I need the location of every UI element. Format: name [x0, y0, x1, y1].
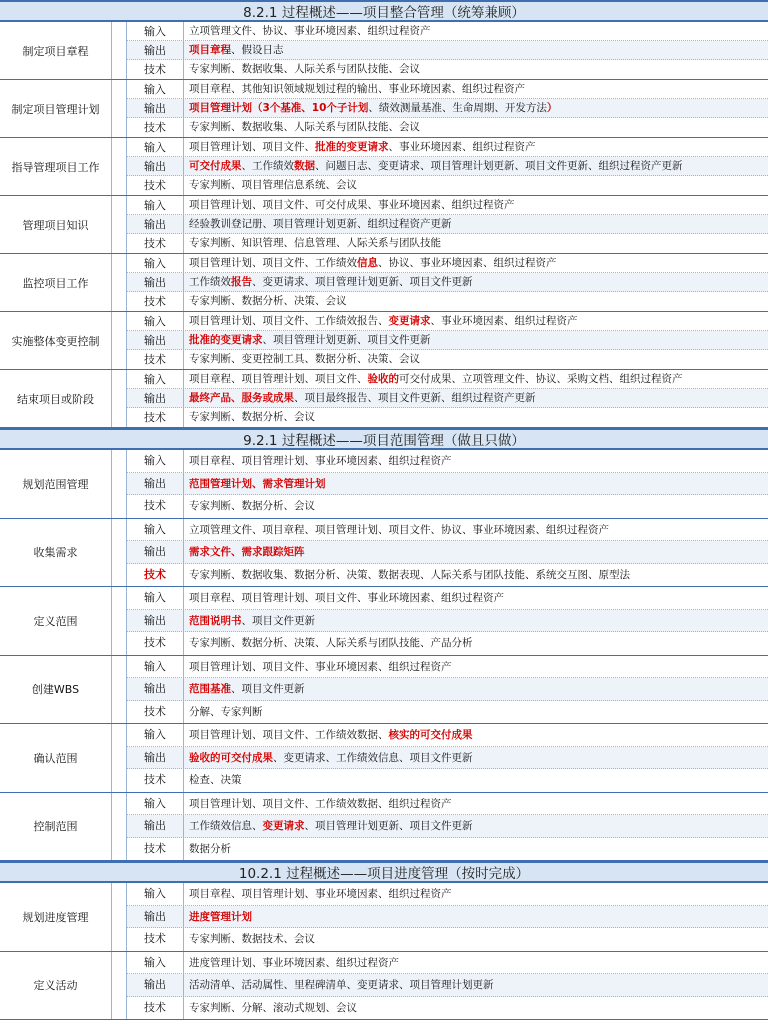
row-content: [184, 273, 768, 291]
io-row: [127, 215, 768, 234]
row-content: [184, 331, 768, 349]
row-content: [184, 99, 768, 117]
content-text: 分解、专家判断: [189, 705, 263, 718]
io-row: [127, 312, 768, 331]
highlighted-text: 需求文件、需求跟踪矩阵: [189, 546, 305, 558]
row-content: [184, 80, 768, 98]
row-content: [184, 883, 768, 905]
content-text: 专家判断、数据技术、会议: [189, 933, 315, 945]
row-type-label: 输入: [127, 656, 184, 678]
process-name: 监控项目工作: [0, 254, 112, 311]
process-rows: [127, 952, 768, 1020]
highlighted-text: 验收的: [367, 373, 399, 385]
io-row: [127, 564, 768, 587]
process-name: 确认范围: [0, 724, 112, 792]
process-name: 实施整体变更控制: [0, 312, 112, 369]
io-row: [127, 80, 768, 99]
process-rows: [127, 450, 768, 518]
io-row: [127, 610, 768, 633]
process-rows: [127, 80, 768, 137]
row-marker-column: [112, 952, 127, 1020]
row-content: [184, 41, 768, 59]
content-text: 专家判断、数据分析、会议: [189, 500, 315, 512]
io-row: [127, 389, 768, 408]
row-content: [184, 157, 768, 175]
highlighted-text: 核实的可交付成果: [388, 729, 473, 741]
io-row: [127, 254, 768, 273]
row-type-label: 输入: [127, 312, 184, 330]
row-marker-column: [112, 254, 127, 311]
io-row: [127, 99, 768, 118]
highlighted-text: 批准的变更请求: [189, 334, 263, 346]
row-content: [184, 118, 768, 137]
content-text: 项目管理计划、项目文件、工作绩效数据、: [189, 729, 389, 741]
row-type-label: 输出: [127, 473, 184, 495]
row-content: [184, 350, 768, 369]
io-row: [127, 838, 768, 861]
io-row: [127, 331, 768, 350]
io-row: [127, 906, 768, 929]
row-type-label: 输入: [127, 952, 184, 974]
io-row: [127, 350, 768, 369]
row-type-label: 输入: [127, 196, 184, 214]
row-content: [184, 292, 768, 311]
row-marker-column: [112, 312, 127, 369]
row-content: [184, 473, 768, 495]
row-type-label: 输出: [127, 99, 184, 117]
process-group: [0, 80, 768, 138]
content-text: 工作绩效: [189, 276, 231, 288]
highlighted-text: 最终产品、服务或成果: [189, 392, 294, 404]
row-content: [184, 254, 768, 272]
content-text: 专家判断、数据分析、会议: [189, 411, 315, 423]
row-type-label: 技术: [127, 60, 184, 79]
io-row: [127, 656, 768, 679]
row-content: [184, 928, 768, 951]
process-rows: [127, 312, 768, 369]
process-rows: [127, 370, 768, 427]
io-row: [127, 22, 768, 41]
content-text: 项目章程、项目管理计划、事业环境因素、组织过程资产: [189, 888, 452, 900]
section-title: 9.2.1 过程概述——项目范围管理（做且只做）: [0, 428, 768, 450]
io-row: [127, 495, 768, 518]
highlighted-text: 报告: [231, 276, 252, 288]
io-row: [127, 450, 768, 473]
row-type-label: 技术: [127, 495, 184, 518]
row-type-label: 技术: [127, 564, 184, 587]
io-row: [127, 196, 768, 215]
row-content: [184, 838, 768, 861]
row-marker-column: [112, 22, 127, 79]
process-group: [0, 587, 768, 656]
highlighted-text: 信息: [357, 257, 378, 269]
io-row: [127, 997, 768, 1020]
content-text: 、项目文件更新: [231, 683, 305, 695]
process-rows: [127, 519, 768, 587]
content-text: 活动清单、活动属性、里程碑清单、变更请求、项目管理计划更新: [189, 979, 494, 991]
highlighted-text: 变更请求: [262, 820, 305, 832]
content-text: 专家判断、数据收集、人际关系与团队技能、会议: [189, 63, 420, 75]
content-text: 项目管理计划、项目文件、工作绩效: [189, 257, 357, 269]
process-rows: [127, 724, 768, 792]
process-group: [0, 138, 768, 196]
row-content: [184, 952, 768, 974]
highlighted-text: 项目章程: [189, 44, 231, 56]
content-text: 、事业环境因素、组织过程资产: [430, 315, 578, 327]
content-text: 项目章程、项目管理计划、项目文件、事业环境因素、组织过程资产: [189, 592, 504, 604]
io-row: [127, 815, 768, 838]
content-text: 项目管理计划、项目文件、可交付成果、事业环境因素、组织过程资产: [189, 199, 515, 211]
process-name: 结束项目或阶段: [0, 370, 112, 427]
row-content: [184, 215, 768, 233]
content-text: 、变更请求、工作绩效信息、项目文件更新: [273, 751, 473, 764]
row-content: [184, 747, 768, 769]
row-type-label: 技术: [127, 928, 184, 951]
row-content: [184, 138, 768, 156]
content-text: 项目章程、其他知识领域规划过程的输出、事业环境因素、组织过程资产: [189, 83, 525, 95]
row-type-label: 输出: [127, 815, 184, 837]
process-group: [0, 312, 768, 370]
process-rows: [127, 196, 768, 253]
content-text: 可交付成果、立项管理文件、协议、采购文档、组织过程资产: [399, 373, 683, 385]
row-type-label: 输出: [127, 974, 184, 996]
row-marker-column: [112, 656, 127, 724]
process-group: [0, 22, 768, 80]
process-name: 制定项目管理计划: [0, 80, 112, 137]
io-row: [127, 473, 768, 496]
content-text: 进度管理计划、事业环境因素、组织过程资产: [189, 956, 399, 969]
row-content: [184, 234, 768, 253]
row-marker-column: [112, 724, 127, 792]
highlighted-text: 变更请求: [388, 315, 431, 327]
row-marker-column: [112, 370, 127, 427]
process-group: [0, 370, 768, 428]
io-row: [127, 747, 768, 770]
io-row: [127, 157, 768, 176]
process-name: 管理项目知识: [0, 196, 112, 253]
row-type-label: 输入: [127, 883, 184, 905]
row-marker-column: [112, 80, 127, 137]
highlighted-text: 范围说明书: [189, 614, 242, 627]
process-group: [0, 656, 768, 725]
row-type-label: 输出: [127, 906, 184, 928]
row-content: [184, 22, 768, 40]
content-text: 专家判断、数据分析、决策、人际关系与团队技能、产品分析: [189, 637, 473, 649]
io-row: [127, 632, 768, 655]
row-content: [184, 656, 768, 678]
row-type-label: 输入: [127, 138, 184, 156]
row-marker-column: [112, 138, 127, 195]
row-content: [184, 196, 768, 214]
process-group: [0, 724, 768, 793]
row-type-label: 输入: [127, 80, 184, 98]
row-type-label: 技术: [127, 350, 184, 369]
io-row: [127, 678, 768, 701]
content-text: 、协议、事业环境因素、组织过程资产: [378, 257, 557, 269]
content-text: 、项目文件更新: [241, 614, 315, 627]
content-text: 、问题日志、变更请求、项目管理计划更新、项目文件更新、组织过程资产更新: [315, 160, 683, 172]
content-text: 检查、决策: [189, 774, 242, 786]
process-rows: [127, 587, 768, 655]
io-row: [127, 118, 768, 137]
row-type-label: 输入: [127, 519, 184, 541]
row-content: [184, 450, 768, 472]
process-name: 定义范围: [0, 587, 112, 655]
row-content: [184, 997, 768, 1020]
row-type-label: 输入: [127, 724, 184, 746]
row-content: [184, 312, 768, 330]
process-name: 规划范围管理: [0, 450, 112, 518]
highlighted-text: 范围管理计划、需求管理计划: [189, 477, 326, 490]
row-content: [184, 541, 768, 563]
io-row: [127, 41, 768, 60]
process-name: 收集需求: [0, 519, 112, 587]
content-text: 项目管理计划、项目文件、事业环境因素、组织过程资产: [189, 660, 452, 673]
content-text: 工作绩效信息、: [189, 820, 263, 832]
highlighted-text: 验收的可交付成果: [189, 751, 273, 764]
io-row: [127, 883, 768, 906]
io-row: [127, 138, 768, 157]
row-content: [184, 769, 768, 792]
row-content: [184, 724, 768, 746]
row-marker-column: [112, 450, 127, 518]
row-content: [184, 815, 768, 837]
process-group: [0, 196, 768, 254]
process-rows: [127, 254, 768, 311]
process-rows: [127, 883, 768, 951]
content-text: 项目管理计划、项目文件、: [189, 141, 315, 153]
process-rows: [127, 656, 768, 724]
row-content: [184, 974, 768, 996]
content-text: 、变更请求、项目管理计划更新、项目文件更新: [252, 276, 473, 288]
io-row: [127, 541, 768, 564]
io-row: [127, 519, 768, 542]
process-name: 指导管理项目工作: [0, 138, 112, 195]
row-type-label: 技术: [127, 292, 184, 311]
process-name: 规划进度管理: [0, 883, 112, 951]
process-name: 制定项目章程: [0, 22, 112, 79]
content-text: 立项管理文件、项目章程、项目管理计划、项目文件、协议、事业环境因素、组织过程资产: [189, 523, 609, 536]
content-text: 、项目管理计划更新、项目文件更新: [262, 334, 431, 346]
row-type-label: 技术: [127, 769, 184, 792]
row-content: [184, 389, 768, 407]
io-row: [127, 928, 768, 951]
row-content: [184, 587, 768, 609]
row-type-label: 技术: [127, 176, 184, 195]
row-content: [184, 701, 768, 724]
io-row: [127, 769, 768, 792]
process-name: 控制范围: [0, 793, 112, 861]
content-text: 项目管理计划、项目文件、工作绩效报告、: [189, 315, 389, 327]
content-text: 、事业环境因素、组织过程资产: [388, 141, 536, 153]
row-content: [184, 632, 768, 655]
process-name: 创建WBS: [0, 656, 112, 724]
highlighted-text: 范围基准: [189, 683, 231, 695]
row-type-label: 输出: [127, 541, 184, 563]
content-text: 、项目最终报告、项目文件更新、组织过程资产更新: [294, 392, 536, 404]
highlighted-text: 项目管理计划（3个基准、10个子计划: [189, 102, 369, 114]
content-text: 专家判断、分解、滚动式规划、会议: [189, 1001, 357, 1014]
io-row: [127, 292, 768, 311]
io-row: [127, 273, 768, 292]
io-row: [127, 408, 768, 427]
row-type-label: 输出: [127, 747, 184, 769]
io-row: [127, 176, 768, 195]
content-text: 经验教训登记册、项目管理计划更新、组织过程资产更新: [189, 218, 452, 230]
content-text: 专家判断、数据分析、决策、会议: [189, 295, 347, 307]
io-row: [127, 952, 768, 975]
row-content: [184, 176, 768, 195]
row-content: [184, 495, 768, 518]
io-row: [127, 234, 768, 253]
row-type-label: 输出: [127, 389, 184, 407]
highlighted-text: 进度管理计划: [189, 910, 252, 923]
row-type-label: 技术: [127, 118, 184, 137]
process-group: [0, 793, 768, 862]
row-type-label: 技术: [127, 234, 184, 253]
content-text: 专家判断、知识管理、信息管理、人际关系与团队技能: [189, 237, 441, 249]
row-content: [184, 60, 768, 79]
content-text: 、绩效测量基准、生命周期、开发方法: [368, 102, 547, 114]
content-text: 专家判断、数据收集、人际关系与团队技能、会议: [189, 121, 420, 133]
row-type-label: 输出: [127, 157, 184, 175]
row-content: [184, 610, 768, 632]
row-type-label: 输出: [127, 678, 184, 700]
content-text: 项目章程、项目管理计划、事业环境因素、组织过程资产: [189, 455, 452, 467]
content-text: 专家判断、变更控制工具、数据分析、决策、会议: [189, 353, 420, 365]
row-type-label: 输出: [127, 41, 184, 59]
content-text: 立项管理文件、协议、事业环境因素、组织过程资产: [189, 25, 431, 37]
row-type-label: 输出: [127, 273, 184, 291]
process-name: 定义活动: [0, 952, 112, 1020]
content-text: 、工作绩效: [241, 160, 294, 172]
highlighted-text: ）: [546, 102, 558, 114]
row-content: [184, 564, 768, 587]
highlighted-text: 可交付成果: [189, 160, 242, 172]
row-content: [184, 370, 768, 388]
io-row: [127, 724, 768, 747]
row-content: [184, 793, 768, 815]
section-title: 10.2.1 过程概述——项目进度管理（按时完成）: [0, 861, 768, 883]
io-row: [127, 587, 768, 610]
process-group: [0, 883, 768, 952]
row-type-label: 输出: [127, 215, 184, 233]
content-text: 、假设日志: [231, 44, 284, 56]
section-title: 8.2.1 过程概述——项目整合管理（统筹兼顾）: [0, 0, 768, 22]
row-marker-column: [112, 793, 127, 861]
highlighted-text: 批准的变更请求: [315, 141, 389, 153]
content-text: 项目章程、项目管理计划、项目文件、: [189, 373, 368, 385]
row-marker-column: [112, 587, 127, 655]
row-marker-column: [112, 196, 127, 253]
row-type-label: 输入: [127, 254, 184, 272]
row-content: [184, 678, 768, 700]
row-content: [184, 519, 768, 541]
process-rows: [127, 22, 768, 79]
io-row: [127, 60, 768, 79]
content-text: 、项目管理计划更新、项目文件更新: [304, 820, 473, 832]
content-text: 数据分析: [189, 842, 231, 855]
row-type-label: 输入: [127, 793, 184, 815]
process-rows: [127, 138, 768, 195]
content-text: 专家判断、数据收集、数据分析、决策、数据表现、人际关系与团队技能、系统交互图、原型法: [189, 568, 630, 581]
content-text: 专家判断、项目管理信息系统、会议: [189, 179, 357, 191]
io-row: [127, 701, 768, 724]
highlighted-text: 数据: [294, 160, 315, 172]
row-type-label: 输出: [127, 331, 184, 349]
process-group: [0, 254, 768, 312]
io-row: [127, 793, 768, 816]
row-type-label: 输入: [127, 370, 184, 388]
row-type-label: 输入: [127, 450, 184, 472]
row-content: [184, 408, 768, 427]
row-type-label: 技术: [127, 701, 184, 724]
row-type-label: 输入: [127, 22, 184, 40]
io-row: [127, 974, 768, 997]
row-marker-column: [112, 519, 127, 587]
process-group: [0, 450, 768, 519]
row-type-label: 技术: [127, 632, 184, 655]
row-type-label: 技术: [127, 408, 184, 427]
row-marker-column: [112, 883, 127, 951]
row-content: [184, 906, 768, 928]
content-text: 项目管理计划、项目文件、工作绩效数据、组织过程资产: [189, 797, 452, 810]
io-row: [127, 370, 768, 389]
row-type-label: 输入: [127, 587, 184, 609]
process-group: [0, 519, 768, 588]
row-type-label: 技术: [127, 997, 184, 1020]
process-group: [0, 952, 768, 1021]
row-type-label: 技术: [127, 838, 184, 861]
process-rows: [127, 793, 768, 861]
row-type-label: 输出: [127, 610, 184, 632]
